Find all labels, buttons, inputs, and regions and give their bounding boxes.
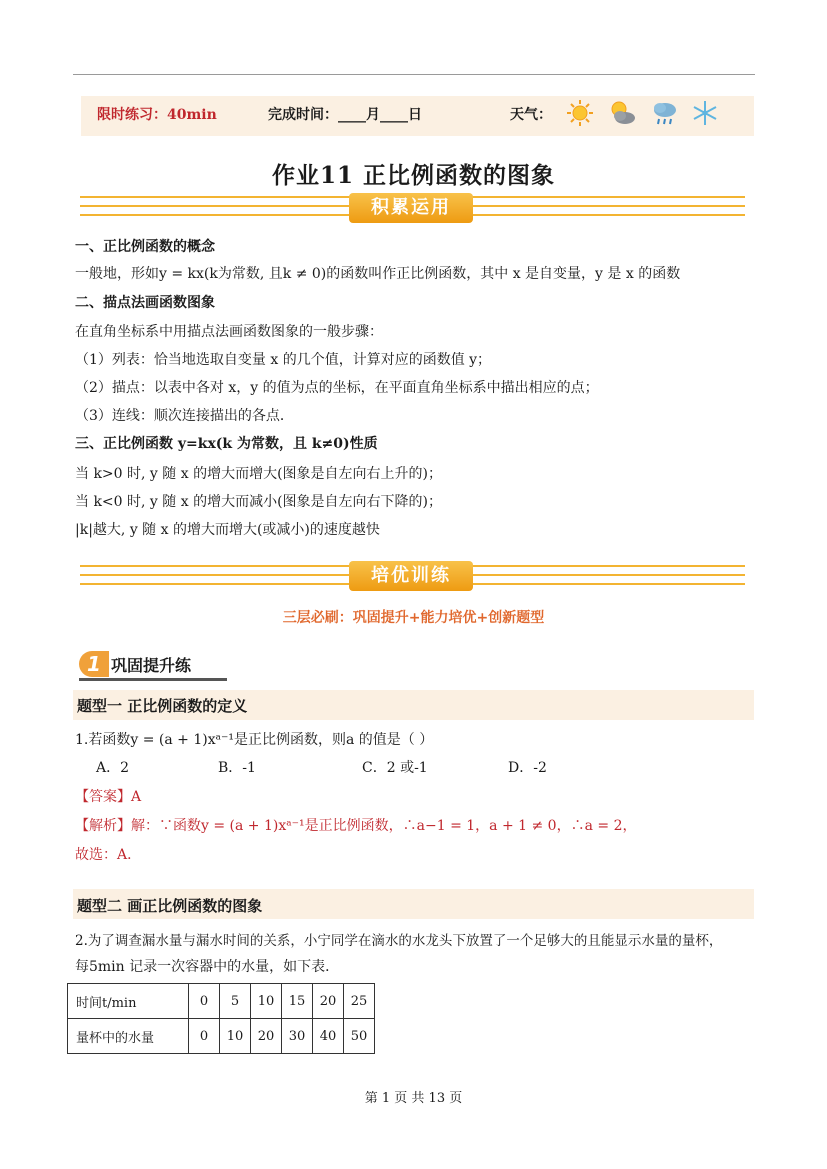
analysis-text: 解：∵函数y = (a + 1)xᵃ⁻¹是正比例函数，∴a−1 = 1，a + 1 ≠ 0，∴a = 2，: [131, 818, 637, 834]
analysis-line: [75, 815, 636, 835]
answer-label: 【答案】: [75, 789, 131, 805]
banner-training: 培优训练: [349, 561, 473, 591]
question-2-stem-line-2: 每5min 记录一次容器中的水量，如下表．: [75, 959, 340, 975]
table-cell: 20: [313, 984, 344, 1019]
level-number-badge: 1: [79, 651, 109, 677]
question-type-1: 题型一 正比例函数的定义: [77, 697, 248, 715]
snowflake-icon: [690, 98, 720, 128]
question-2-stem-line-1: 2.为了调查漏水量与漏水时间的关系，小宁同学在滴水的水龙头下放置了一个足够大的且能显示水量的量杯，: [75, 933, 723, 949]
choose-line: 故选：A．: [75, 847, 142, 863]
section-2-step-3: （3）连线：顺次连接描出的各点．: [75, 408, 294, 424]
data-table: [67, 983, 375, 1054]
finish-time-label: 完成时间：____月____日: [268, 107, 422, 123]
top-rule: [73, 74, 755, 75]
table-row: [68, 984, 375, 1019]
table-cell: 20: [251, 1019, 282, 1054]
table-cell: 5: [220, 984, 251, 1019]
question-1-stem: 1.若函数y = (a + 1)xᵃ⁻¹是正比例函数，则a 的值是（ ）: [75, 732, 434, 748]
section-2-step-2: （2）描点：以表中各对 x，y 的值为点的坐标，在平面直角坐标系中描出相应的点；: [75, 380, 599, 396]
table-cell: 40: [313, 1019, 344, 1054]
section-3-line-1: 当 k>0 时, y 随 x 的增大而增大(图象是自左向右上升的)；: [75, 466, 442, 482]
table-row: [68, 1019, 375, 1054]
section-2-intro: 在直角坐标系中用描点法画函数图象的一般步骤：: [75, 324, 383, 340]
page-footer: 第 1 页 共 13 页: [364, 1091, 463, 1106]
document-title: 作业11 正比例函数的图象: [271, 162, 555, 189]
table-cell: 10: [251, 984, 282, 1019]
practice-time-label: 限时练习：40min: [97, 107, 217, 123]
table-cell: 50: [344, 1019, 375, 1054]
section-1-title: 一、正比例函数的概念: [75, 239, 215, 255]
section-3-line-3: |k|越大, y 随 x 的增大而增大(或减小)的速度越快: [75, 522, 380, 538]
table-cell: 0: [189, 984, 220, 1019]
sun-icon: [565, 98, 595, 128]
table-cell: 30: [282, 1019, 313, 1054]
level-underline: [79, 678, 227, 681]
option-b: B．-1: [218, 760, 256, 776]
sub-caption: 三层必刷：巩固提升+能力培优+创新题型: [282, 610, 545, 626]
weather-label: 天气：: [510, 107, 552, 123]
table-cell: 25: [344, 984, 375, 1019]
analysis-label: 【解析】: [75, 818, 131, 834]
answer-value: A: [131, 789, 142, 805]
answer-line: [75, 786, 141, 806]
rain-cloud-icon: [650, 98, 680, 128]
section-2-title: 二、描点法画函数图象: [75, 295, 215, 311]
section-1-text: 一般地，形如y = kx(k为常数, 且k ≠ 0)的函数叫作正比例函数，其中 x 是自变量，y 是 x 的函数: [75, 266, 681, 282]
section-2-step-1: （1）列表：恰当地选取自变量 x 的几个值，计算对应的函数值 y；: [75, 352, 492, 368]
table-row-header: 时间t/min: [68, 984, 189, 1019]
question-type-2: 题型二 画正比例函数的图象: [77, 897, 263, 915]
table-row-header: 量杯中的水量: [68, 1019, 189, 1054]
partly-cloudy-icon: [607, 98, 637, 128]
table-cell: 0: [189, 1019, 220, 1054]
level-label: 巩固提升练: [111, 656, 192, 675]
option-a: A．2: [96, 760, 130, 776]
option-c: C．2 或-1: [362, 760, 428, 776]
option-d: D．-2: [508, 760, 547, 776]
banner-accumulate: 积累运用: [349, 193, 473, 223]
table-cell: 15: [282, 984, 313, 1019]
section-3-title: 三、正比例函数 y=kx(k 为常数，且 k≠0)性质: [75, 436, 378, 452]
table-cell: 10: [220, 1019, 251, 1054]
section-3-line-2: 当 k<0 时, y 随 x 的增大而减小(图象是自左向右下降的)；: [75, 494, 442, 510]
